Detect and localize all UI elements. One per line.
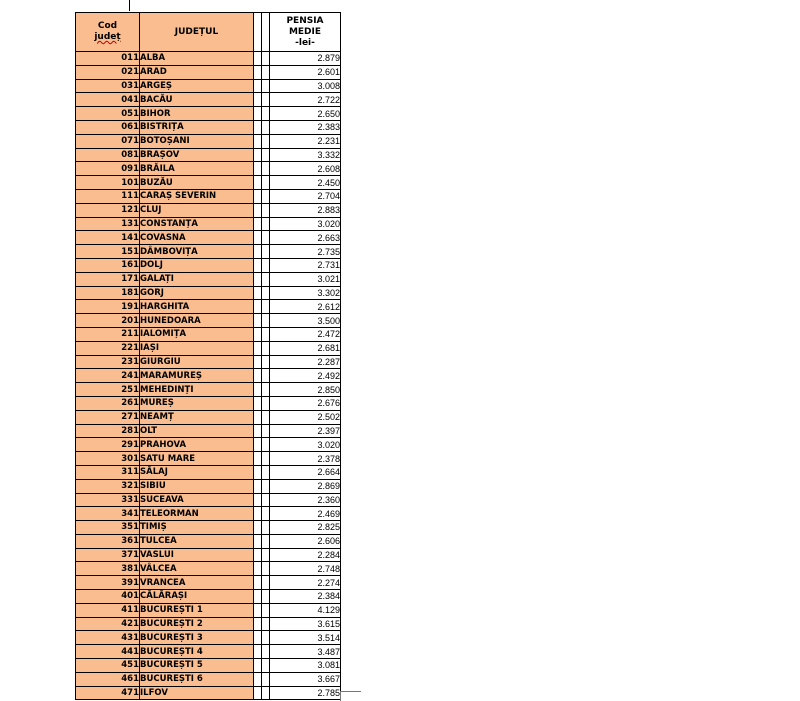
judet-cell[interactable]: NEAMȚ: [140, 410, 254, 424]
pensia-cell[interactable]: 2.378: [270, 452, 341, 466]
pensia-cell[interactable]: 2.492: [270, 369, 341, 383]
empty-cell[interactable]: [262, 286, 270, 300]
table-row: [76, 590, 341, 604]
table-row: [76, 189, 341, 203]
pensia-cell[interactable]: 2.883: [270, 203, 341, 217]
empty-cell[interactable]: [262, 272, 270, 286]
table-row: [76, 217, 341, 231]
empty-cell[interactable]: [262, 314, 270, 328]
table-row: [76, 176, 341, 190]
empty-cell[interactable]: [262, 93, 270, 107]
pensia-cell[interactable]: 3.021: [270, 272, 341, 286]
cod-cell[interactable]: 071: [76, 134, 140, 148]
judet-cell[interactable]: BUCUREȘTI 6: [140, 672, 254, 686]
empty-cell[interactable]: [262, 521, 270, 535]
header-cod-line1: Cod: [97, 21, 118, 31]
empty-cell[interactable]: [262, 548, 270, 562]
empty-cell[interactable]: [262, 120, 270, 134]
pensia-cell[interactable]: 2.748: [270, 562, 341, 576]
pensia-cell[interactable]: 2.825: [270, 521, 341, 535]
table-row: [76, 493, 341, 507]
empty-cell[interactable]: [254, 120, 262, 134]
pensia-cell[interactable]: 3.020: [270, 438, 341, 452]
empty-cell[interactable]: [262, 534, 270, 548]
cod-cell[interactable]: 401: [76, 590, 140, 604]
pensia-cell[interactable]: 2.735: [270, 245, 341, 259]
empty-cell[interactable]: [254, 300, 262, 314]
pensia-cell[interactable]: 2.383: [270, 120, 341, 134]
empty-cell[interactable]: [254, 341, 262, 355]
pensia-cell[interactable]: 2.850: [270, 383, 341, 397]
empty-cell[interactable]: [254, 52, 262, 66]
table-row: [76, 576, 341, 590]
cod-cell[interactable]: 411: [76, 603, 140, 617]
pensia-cell[interactable]: 3.500: [270, 314, 341, 328]
cod-cell[interactable]: 271: [76, 410, 140, 424]
table-row: [76, 79, 341, 93]
judet-cell[interactable]: OLT: [140, 424, 254, 438]
empty-cell[interactable]: [254, 258, 262, 272]
pensia-cell[interactable]: 2.681: [270, 341, 341, 355]
empty-cell[interactable]: [254, 369, 262, 383]
empty-cell[interactable]: [254, 107, 262, 121]
empty-cell[interactable]: [254, 548, 262, 562]
judet-cell[interactable]: MEHEDINȚI: [140, 383, 254, 397]
judet-cell[interactable]: SĂLAJ: [140, 465, 254, 479]
pension-table: [75, 12, 341, 700]
empty-cell[interactable]: [262, 107, 270, 121]
cod-cell[interactable]: 421: [76, 617, 140, 631]
table-row: [76, 507, 341, 521]
pensia-cell[interactable]: 3.020: [270, 217, 341, 231]
header-pensia-line1: PENSIA: [286, 15, 324, 26]
empty-cell[interactable]: [254, 631, 262, 645]
table-body: [76, 52, 341, 700]
cod-cell[interactable]: 011: [76, 52, 140, 66]
table-row: [76, 134, 341, 148]
empty-cell[interactable]: [254, 521, 262, 535]
pensia-cell[interactable]: 2.650: [270, 107, 341, 121]
judet-cell[interactable]: BRAȘOV: [140, 148, 254, 162]
table-row: [76, 272, 341, 286]
pensia-cell[interactable]: 3.514: [270, 631, 341, 645]
pensia-cell[interactable]: 3.081: [270, 659, 341, 673]
empty-cell[interactable]: [262, 438, 270, 452]
judet-cell[interactable]: VÂLCEA: [140, 562, 254, 576]
table-row: [76, 341, 341, 355]
cod-cell[interactable]: 371: [76, 548, 140, 562]
judet-cell[interactable]: HUNEDOARA: [140, 314, 254, 328]
empty-cell[interactable]: [254, 576, 262, 590]
cod-cell[interactable]: 241: [76, 369, 140, 383]
empty-cell[interactable]: [254, 645, 262, 659]
header-judetul-label: JUDEȚUL: [174, 26, 219, 37]
table-row: [76, 231, 341, 245]
cod-cell[interactable]: 081: [76, 148, 140, 162]
judet-cell[interactable]: MUREȘ: [140, 396, 254, 410]
judet-cell[interactable]: ARAD: [140, 65, 254, 79]
empty-cell[interactable]: [262, 396, 270, 410]
table-row: [76, 631, 341, 645]
empty-cell[interactable]: [262, 79, 270, 93]
judet-cell[interactable]: BUCUREȘTI 1: [140, 603, 254, 617]
cod-cell[interactable]: 111: [76, 189, 140, 203]
pensia-cell[interactable]: 2.785: [270, 686, 341, 700]
judet-cell[interactable]: HARGHITA: [140, 300, 254, 314]
pensia-cell[interactable]: 3.667: [270, 672, 341, 686]
table-row: [76, 148, 341, 162]
judet-cell[interactable]: GIURGIU: [140, 355, 254, 369]
judet-cell[interactable]: VASLUI: [140, 548, 254, 562]
table-row: [76, 396, 341, 410]
cod-cell[interactable]: 121: [76, 203, 140, 217]
cod-cell[interactable]: 161: [76, 258, 140, 272]
table-row: [76, 686, 341, 700]
judet-cell[interactable]: DOLJ: [140, 258, 254, 272]
table-row: [76, 93, 341, 107]
empty-cell[interactable]: [254, 534, 262, 548]
empty-cell[interactable]: [254, 314, 262, 328]
pensia-cell[interactable]: 2.676: [270, 396, 341, 410]
table-row: [76, 107, 341, 121]
empty-cell[interactable]: [262, 452, 270, 466]
empty-cell[interactable]: [262, 176, 270, 190]
table-row: [76, 410, 341, 424]
empty-cell[interactable]: [254, 383, 262, 397]
judet-cell[interactable]: COVASNA: [140, 231, 254, 245]
judet-cell[interactable]: ARGEȘ: [140, 79, 254, 93]
empty-cell[interactable]: [262, 231, 270, 245]
empty-cell[interactable]: [262, 659, 270, 673]
empty-cell[interactable]: [262, 562, 270, 576]
table-row: [76, 672, 341, 686]
cod-cell[interactable]: 321: [76, 479, 140, 493]
table-row: [76, 327, 341, 341]
empty-cell[interactable]: [262, 383, 270, 397]
judet-cell[interactable]: DÂMBOVIȚA: [140, 245, 254, 259]
empty-cell[interactable]: [254, 148, 262, 162]
empty-cell[interactable]: [254, 272, 262, 286]
table-row: [76, 465, 341, 479]
table-row: [76, 548, 341, 562]
table-row: [76, 659, 341, 673]
pensia-cell[interactable]: 2.869: [270, 479, 341, 493]
judet-cell[interactable]: MARAMUREȘ: [140, 369, 254, 383]
judet-cell[interactable]: SATU MARE: [140, 452, 254, 466]
cod-cell[interactable]: 351: [76, 521, 140, 535]
empty-cell[interactable]: [254, 162, 262, 176]
table-row: [76, 369, 341, 383]
pensia-cell[interactable]: 2.606: [270, 534, 341, 548]
empty-cell[interactable]: [262, 686, 270, 700]
pensia-cell[interactable]: 4.129: [270, 603, 341, 617]
table-row: [76, 383, 341, 397]
cod-cell[interactable]: 141: [76, 231, 140, 245]
pensia-cell[interactable]: 2.397: [270, 424, 341, 438]
judet-cell[interactable]: CĂLĂRAȘI: [140, 590, 254, 604]
empty-cell[interactable]: [262, 327, 270, 341]
judet-cell[interactable]: TULCEA: [140, 534, 254, 548]
judet-cell[interactable]: BUCUREȘTI 3: [140, 631, 254, 645]
empty-cell[interactable]: [262, 203, 270, 217]
empty-cell[interactable]: [262, 217, 270, 231]
pensia-cell[interactable]: 3.615: [270, 617, 341, 631]
table-row: [76, 300, 341, 314]
empty-cell[interactable]: [254, 562, 262, 576]
cod-cell[interactable]: 441: [76, 645, 140, 659]
header-empty-col-1[interactable]: [254, 13, 262, 52]
empty-cell[interactable]: [254, 245, 262, 259]
cod-cell[interactable]: 311: [76, 465, 140, 479]
cod-cell[interactable]: 361: [76, 534, 140, 548]
pensia-cell[interactable]: 2.472: [270, 327, 341, 341]
judet-cell[interactable]: VRANCEA: [140, 576, 254, 590]
header-pensia-line2: MEDIE: [288, 26, 322, 37]
empty-cell[interactable]: [254, 65, 262, 79]
judet-cell[interactable]: BUZĂU: [140, 176, 254, 190]
empty-cell[interactable]: [254, 134, 262, 148]
text-cursor-line: [129, 0, 130, 11]
judet-cell[interactable]: CONSTANȚA: [140, 217, 254, 231]
pensia-cell[interactable]: 2.284: [270, 548, 341, 562]
cod-cell[interactable]: 021: [76, 65, 140, 79]
judet-cell[interactable]: TELEORMAN: [140, 507, 254, 521]
cod-cell[interactable]: 431: [76, 631, 140, 645]
empty-cell[interactable]: [254, 590, 262, 604]
cod-cell[interactable]: 191: [76, 300, 140, 314]
cod-cell[interactable]: 251: [76, 383, 140, 397]
empty-cell[interactable]: [254, 176, 262, 190]
pensia-cell[interactable]: 3.487: [270, 645, 341, 659]
table-row: [76, 258, 341, 272]
judet-cell[interactable]: TIMIȘ: [140, 521, 254, 535]
cod-cell[interactable]: 301: [76, 452, 140, 466]
cod-cell[interactable]: 211: [76, 327, 140, 341]
empty-cell[interactable]: [254, 231, 262, 245]
pensia-cell[interactable]: 3.332: [270, 148, 341, 162]
table-row: [76, 52, 341, 66]
table-header-row: [76, 13, 341, 52]
empty-cell[interactable]: [254, 507, 262, 521]
cod-cell[interactable]: 041: [76, 93, 140, 107]
header-empty-col-2[interactable]: [262, 13, 270, 52]
table-row: [76, 479, 341, 493]
judet-cell[interactable]: CLUJ: [140, 203, 254, 217]
cod-cell[interactable]: 381: [76, 562, 140, 576]
empty-cell[interactable]: [262, 590, 270, 604]
empty-cell[interactable]: [254, 93, 262, 107]
cod-cell[interactable]: 101: [76, 176, 140, 190]
judet-cell[interactable]: BOTOȘANI: [140, 134, 254, 148]
empty-cell[interactable]: [262, 617, 270, 631]
pensia-cell[interactable]: 2.287: [270, 355, 341, 369]
table-row: [76, 452, 341, 466]
empty-cell[interactable]: [254, 465, 262, 479]
empty-cell[interactable]: [262, 493, 270, 507]
judet-cell[interactable]: SIBIU: [140, 479, 254, 493]
table-row: [76, 245, 341, 259]
table-row: [76, 355, 341, 369]
empty-cell[interactable]: [254, 659, 262, 673]
header-cod-judet[interactable]: [76, 13, 140, 52]
table-row: [76, 617, 341, 631]
judet-cell[interactable]: CARAȘ SEVERIN: [140, 189, 254, 203]
empty-cell[interactable]: [262, 300, 270, 314]
cod-cell[interactable]: 391: [76, 576, 140, 590]
header-pensia-medie[interactable]: [270, 13, 341, 52]
cod-cell[interactable]: 151: [76, 245, 140, 259]
judet-cell[interactable]: GORJ: [140, 286, 254, 300]
cod-cell[interactable]: 031: [76, 79, 140, 93]
empty-cell[interactable]: [254, 452, 262, 466]
empty-cell[interactable]: [254, 424, 262, 438]
empty-cell[interactable]: [262, 576, 270, 590]
pensia-cell[interactable]: 2.879: [270, 52, 341, 66]
cod-cell[interactable]: 051: [76, 107, 140, 121]
empty-cell[interactable]: [254, 203, 262, 217]
cod-cell[interactable]: 331: [76, 493, 140, 507]
table-row: [76, 286, 341, 300]
empty-cell[interactable]: [254, 438, 262, 452]
empty-cell[interactable]: [254, 327, 262, 341]
cod-cell[interactable]: 291: [76, 438, 140, 452]
cod-cell[interactable]: 451: [76, 659, 140, 673]
table-row: [76, 65, 341, 79]
pensia-cell[interactable]: 2.360: [270, 493, 341, 507]
pensia-cell[interactable]: 2.469: [270, 507, 341, 521]
pensia-cell[interactable]: 2.274: [270, 576, 341, 590]
pensia-cell[interactable]: 2.601: [270, 65, 341, 79]
cod-cell[interactable]: 231: [76, 355, 140, 369]
cod-cell[interactable]: 261: [76, 396, 140, 410]
table-row: [76, 521, 341, 535]
header-judetul[interactable]: [140, 13, 254, 52]
empty-cell[interactable]: [262, 258, 270, 272]
header-pensia-line3: -lei-: [295, 37, 315, 48]
table-row: [76, 424, 341, 438]
empty-cell[interactable]: [262, 65, 270, 79]
empty-cell[interactable]: [254, 79, 262, 93]
judet-cell[interactable]: IAȘI: [140, 341, 254, 355]
empty-cell[interactable]: [262, 245, 270, 259]
pensia-cell[interactable]: 3.302: [270, 286, 341, 300]
pensia-cell[interactable]: 2.722: [270, 93, 341, 107]
table-row: [76, 314, 341, 328]
empty-cell[interactable]: [262, 355, 270, 369]
pensia-cell[interactable]: 2.384: [270, 590, 341, 604]
header-cod-line2: județ: [94, 32, 121, 42]
judet-cell[interactable]: IALOMIȚA: [140, 327, 254, 341]
empty-cell[interactable]: [262, 479, 270, 493]
empty-cell[interactable]: [262, 410, 270, 424]
pensia-cell[interactable]: 2.663: [270, 231, 341, 245]
empty-cell[interactable]: [262, 424, 270, 438]
empty-cell[interactable]: [254, 672, 262, 686]
table-row: [76, 534, 341, 548]
empty-cell[interactable]: [254, 603, 262, 617]
empty-cell[interactable]: [254, 217, 262, 231]
table-row: [76, 645, 341, 659]
pensia-cell[interactable]: 2.664: [270, 465, 341, 479]
cod-cell[interactable]: 091: [76, 162, 140, 176]
cod-cell[interactable]: 061: [76, 120, 140, 134]
table-row: [76, 120, 341, 134]
cod-cell[interactable]: 471: [76, 686, 140, 700]
pensia-cell[interactable]: 2.612: [270, 300, 341, 314]
judet-cell[interactable]: GALAȚI: [140, 272, 254, 286]
empty-cell[interactable]: [254, 355, 262, 369]
judet-cell[interactable]: PRAHOVA: [140, 438, 254, 452]
empty-cell[interactable]: [254, 686, 262, 700]
table-row: [76, 438, 341, 452]
empty-cell[interactable]: [262, 189, 270, 203]
judet-cell[interactable]: BRĂILA: [140, 162, 254, 176]
empty-cell[interactable]: [254, 479, 262, 493]
empty-cell[interactable]: [254, 493, 262, 507]
empty-cell[interactable]: [262, 162, 270, 176]
table-row: [76, 203, 341, 217]
empty-cell[interactable]: [254, 396, 262, 410]
empty-cell[interactable]: [254, 410, 262, 424]
empty-cell[interactable]: [254, 286, 262, 300]
empty-cell[interactable]: [262, 148, 270, 162]
judet-cell[interactable]: BISTRIȚA: [140, 120, 254, 134]
judet-cell[interactable]: BUCUREȘTI 4: [140, 645, 254, 659]
empty-cell[interactable]: [254, 617, 262, 631]
cod-cell[interactable]: 221: [76, 341, 140, 355]
pensia-cell[interactable]: 3.008: [270, 79, 341, 93]
cod-cell[interactable]: 181: [76, 286, 140, 300]
cod-cell[interactable]: 171: [76, 272, 140, 286]
cod-cell[interactable]: 201: [76, 314, 140, 328]
empty-cell[interactable]: [262, 603, 270, 617]
empty-cell[interactable]: [262, 134, 270, 148]
empty-cell[interactable]: [262, 672, 270, 686]
empty-cell[interactable]: [262, 645, 270, 659]
table-row: [76, 162, 341, 176]
pensia-cell[interactable]: 2.502: [270, 410, 341, 424]
cod-cell[interactable]: 461: [76, 672, 140, 686]
empty-cell[interactable]: [262, 52, 270, 66]
cod-cell[interactable]: 341: [76, 507, 140, 521]
judet-cell[interactable]: BUCUREȘTI 5: [140, 659, 254, 673]
pensia-cell[interactable]: 2.450: [270, 176, 341, 190]
judet-cell[interactable]: BACĂU: [140, 93, 254, 107]
judet-cell[interactable]: BIHOR: [140, 107, 254, 121]
judet-cell[interactable]: BUCUREȘTI 2: [140, 617, 254, 631]
empty-cell[interactable]: [262, 369, 270, 383]
table-row: [76, 603, 341, 617]
pensia-cell[interactable]: 2.608: [270, 162, 341, 176]
judet-cell[interactable]: ILFOV: [140, 686, 254, 700]
cod-cell[interactable]: 131: [76, 217, 140, 231]
empty-cell[interactable]: [262, 507, 270, 521]
empty-cell[interactable]: [262, 341, 270, 355]
judet-cell[interactable]: ALBA: [140, 52, 254, 66]
table-row: [76, 562, 341, 576]
cod-cell[interactable]: 281: [76, 424, 140, 438]
pensia-cell[interactable]: 2.731: [270, 258, 341, 272]
empty-cell[interactable]: [262, 631, 270, 645]
empty-cell[interactable]: [262, 465, 270, 479]
judet-cell[interactable]: SUCEAVA: [140, 493, 254, 507]
pensia-cell[interactable]: 2.231: [270, 134, 341, 148]
empty-cell[interactable]: [254, 189, 262, 203]
pensia-cell[interactable]: 2.704: [270, 189, 341, 203]
